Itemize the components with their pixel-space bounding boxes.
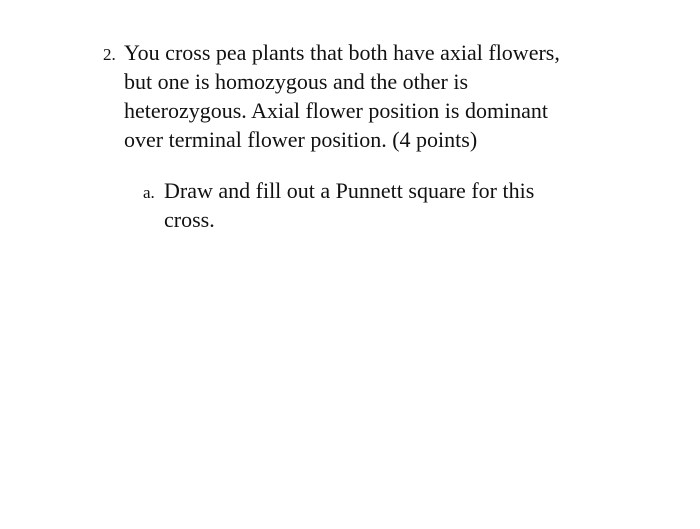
question-text-line: but one is homozygous and the other is bbox=[124, 69, 469, 94]
subquestion-text-line: Draw and fill out a Punnett square for this bbox=[164, 178, 535, 203]
question-text bbox=[124, 38, 634, 154]
question-2 bbox=[103, 38, 643, 154]
subquestion-text bbox=[164, 176, 604, 234]
subquestion-text-line: cross. bbox=[164, 207, 215, 232]
question-text-line: over terminal flower position. (4 points) bbox=[124, 127, 478, 152]
question-text-line: You cross pea plants that both have axial flowers, bbox=[124, 40, 560, 65]
question-number: 2. bbox=[103, 45, 116, 64]
subquestion-marker: a. bbox=[143, 183, 155, 202]
subquestion-a bbox=[143, 176, 643, 234]
question-text-line: heterozygous. Axial flower position is dominant bbox=[124, 98, 549, 123]
